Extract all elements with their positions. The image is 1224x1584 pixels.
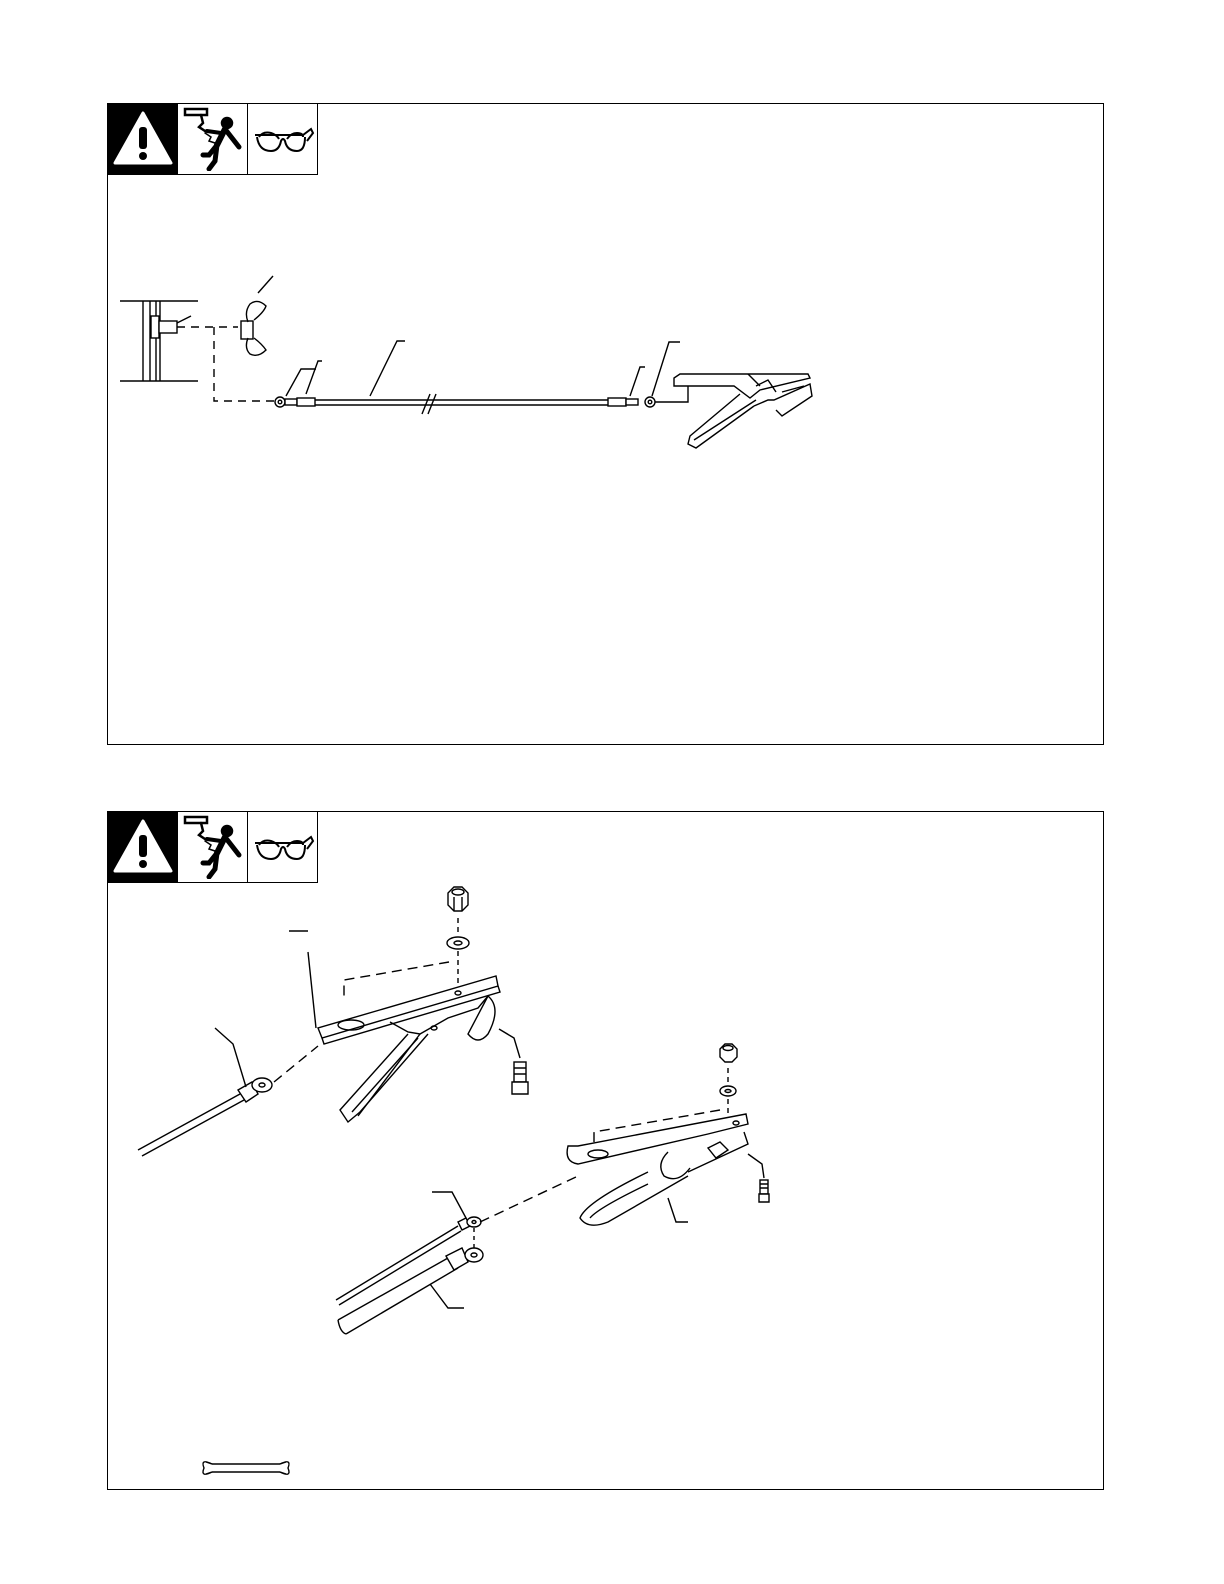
- instruction-panel-2: [107, 811, 1104, 1490]
- clamp-assembly-illustration: [108, 812, 1105, 1491]
- ground-clamp-1: [289, 931, 500, 1122]
- washer-2: [720, 1086, 736, 1096]
- workpiece-section: [120, 301, 198, 381]
- washer-1: [447, 937, 469, 949]
- ground-clamp-2: [567, 1114, 748, 1225]
- cable-lug-1: [138, 1028, 318, 1156]
- work-cable-illustration: [108, 104, 1105, 746]
- hex-nut-2: [720, 1044, 737, 1062]
- bolt-2: [748, 1154, 769, 1202]
- hex-nut-1: [448, 887, 468, 911]
- wing-nut: [241, 276, 273, 355]
- cable-terminal-right: [608, 342, 688, 407]
- cable-lug-2: [336, 1176, 578, 1305]
- wrench-icon: [203, 1462, 289, 1475]
- instruction-panel-1: [107, 103, 1104, 745]
- bolt-1: [499, 1029, 528, 1094]
- cable-terminal-left: [275, 361, 322, 407]
- ground-clamp: [674, 374, 812, 448]
- work-cable: [315, 341, 608, 414]
